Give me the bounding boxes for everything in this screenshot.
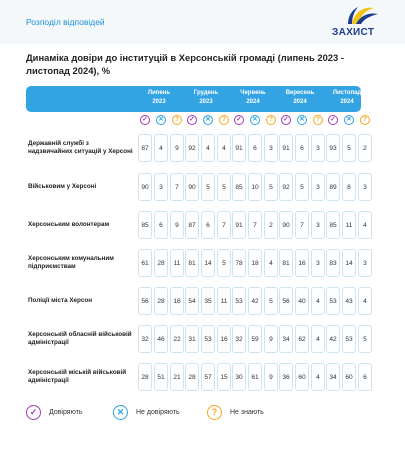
legend-item-unknown — [207, 403, 264, 421]
value-cell: 4 — [358, 287, 372, 315]
value-cell: 16 — [217, 325, 231, 353]
value-cell: 28 — [138, 363, 152, 391]
value-cell: 28 — [154, 287, 168, 315]
value-cell: 3 — [358, 249, 372, 277]
value-cell: 8 — [342, 173, 356, 201]
value-cell: 4 — [311, 363, 325, 391]
period-header — [227, 89, 279, 107]
value-cell: 57 — [201, 363, 215, 391]
period-year: 2023 — [152, 99, 166, 105]
value-cell: 5 — [295, 173, 309, 201]
top-bar — [0, 0, 405, 44]
value-cell: 61 — [248, 363, 262, 391]
value-cell: 9 — [170, 134, 184, 162]
value-cell: 32 — [138, 325, 152, 353]
institution-label: Херсонській міській військовій адміністрації — [28, 368, 127, 384]
section-label: Розподіл відповідей — [26, 17, 105, 27]
value-cell: 91 — [279, 134, 293, 162]
value-cell: 3 — [311, 134, 325, 162]
value-cell: 34 — [326, 363, 340, 391]
value-cell: 56 — [279, 287, 293, 315]
value-cell: 5 — [342, 134, 356, 162]
periods-header — [26, 86, 361, 112]
value-cell: 42 — [248, 287, 262, 315]
value-cell: 4 — [154, 134, 168, 162]
value-cell: 92 — [185, 134, 199, 162]
value-cell: 89 — [326, 173, 340, 201]
institution-label: Херсонській обласній військовій адміністрації — [28, 330, 132, 346]
value-cell: 14 — [201, 249, 215, 277]
institution-label: Військовим у Херсоні — [28, 182, 97, 190]
value-cell: 18 — [248, 249, 262, 277]
period-header — [321, 89, 373, 107]
value-cell: 56 — [138, 287, 152, 315]
value-cell: 85 — [138, 211, 152, 239]
check-circle-icon: ✓ — [26, 405, 41, 420]
legend-label-unknown: Не знають — [230, 408, 264, 416]
value-cell: 16 — [295, 249, 309, 277]
value-cell: 6 — [295, 134, 309, 162]
value-cell: 31 — [185, 325, 199, 353]
value-cell: 32 — [232, 325, 246, 353]
table-row — [26, 210, 367, 240]
institution-label: Поліції міста Херсон — [28, 296, 93, 304]
page-title: Динаміка довіри до інституцій в Херсонській громаді (липень 2023 - листопад 2024), % — [26, 52, 344, 76]
institution-label: Державній службі з надзвичайних ситуацій у Херсоні — [28, 139, 133, 155]
value-cell: 59 — [248, 325, 262, 353]
legend-item-distrust — [113, 403, 180, 421]
value-cell: 10 — [248, 173, 262, 201]
period-month: Липень — [147, 90, 171, 96]
value-cell: 14 — [342, 249, 356, 277]
value-cell: 22 — [170, 325, 184, 353]
check-circle-icon: ✓ — [140, 115, 150, 125]
table-row — [26, 324, 367, 354]
table-row — [26, 133, 367, 163]
value-cell: 9 — [264, 325, 278, 353]
check-circle-icon: ✓ — [187, 115, 197, 125]
table-row — [26, 286, 367, 316]
value-cell: 28 — [185, 363, 199, 391]
value-cell: 34 — [279, 325, 293, 353]
value-cell: 11 — [170, 249, 184, 277]
value-cell: 78 — [232, 249, 246, 277]
logo-text: ЗАХИСТ — [332, 27, 375, 38]
legend-label-distrust: Не довіряють — [136, 408, 180, 416]
value-cell: 4 — [358, 211, 372, 239]
value-cell: 6 — [358, 363, 372, 391]
x-circle-icon: ✕ — [250, 115, 260, 125]
check-circle-icon: ✓ — [281, 115, 291, 125]
value-cell: 11 — [217, 287, 231, 315]
question-circle-icon: ? — [219, 115, 229, 125]
value-cell: 40 — [295, 287, 309, 315]
question-circle-icon: ? — [313, 115, 323, 125]
value-cell: 87 — [185, 211, 199, 239]
period-year: 2024 — [293, 99, 307, 105]
value-cell: 4 — [264, 249, 278, 277]
value-cell: 7 — [217, 211, 231, 239]
table-row — [26, 172, 367, 202]
value-cell: 3 — [358, 173, 372, 201]
value-cell: 9 — [264, 363, 278, 391]
value-cell: 6 — [248, 134, 262, 162]
question-circle-icon: ? — [266, 115, 276, 125]
value-cell: 35 — [201, 287, 215, 315]
value-cell: 3 — [311, 249, 325, 277]
table-row — [26, 362, 367, 392]
institution-label: Херсонським комунальним підприємствам — [28, 254, 114, 270]
period-month: Червень — [240, 90, 266, 96]
value-cell: 53 — [326, 287, 340, 315]
value-cell: 7 — [295, 211, 309, 239]
value-cell: 85 — [326, 211, 340, 239]
period-header — [133, 89, 185, 107]
period-month: Листопад — [332, 90, 362, 96]
value-cell: 83 — [326, 249, 340, 277]
question-circle-icon: ? — [172, 115, 182, 125]
value-cell: 90 — [138, 173, 152, 201]
value-cell: 54 — [185, 287, 199, 315]
value-cell: 28 — [154, 249, 168, 277]
question-circle-icon: ? — [360, 115, 370, 125]
check-circle-icon: ✓ — [328, 115, 338, 125]
institution-label: Херсонським волонтерам — [28, 220, 110, 228]
period-header — [274, 89, 326, 107]
check-circle-icon: ✓ — [234, 115, 244, 125]
period-year: 2024 — [340, 99, 354, 105]
value-cell: 60 — [295, 363, 309, 391]
value-cell: 5 — [264, 287, 278, 315]
value-cell: 16 — [170, 287, 184, 315]
x-circle-icon: ✕ — [113, 405, 128, 420]
value-cell: 3 — [264, 134, 278, 162]
x-circle-icon: ✕ — [203, 115, 213, 125]
x-circle-icon: ✕ — [297, 115, 307, 125]
value-cell: 81 — [279, 249, 293, 277]
value-cell: 42 — [326, 325, 340, 353]
value-cell: 15 — [217, 363, 231, 391]
value-cell: 51 — [154, 363, 168, 391]
x-circle-icon: ✕ — [344, 115, 354, 125]
question-circle-icon: ? — [207, 405, 222, 420]
value-cell: 3 — [154, 173, 168, 201]
answer-icons-row — [0, 114, 405, 128]
value-cell: 4 — [201, 134, 215, 162]
period-month: Вересень — [285, 90, 315, 96]
legend-label-trust: Довіряють — [49, 408, 83, 416]
value-cell: 36 — [279, 363, 293, 391]
x-circle-icon: ✕ — [156, 115, 166, 125]
value-cell: 5 — [358, 325, 372, 353]
value-cell: 5 — [264, 173, 278, 201]
period-header — [180, 89, 232, 107]
value-cell: 85 — [232, 173, 246, 201]
value-cell: 62 — [295, 325, 309, 353]
value-cell: 4 — [311, 325, 325, 353]
value-cell: 3 — [311, 173, 325, 201]
value-cell: 30 — [232, 363, 246, 391]
value-cell: 92 — [279, 173, 293, 201]
value-cell: 6 — [154, 211, 168, 239]
value-cell: 93 — [326, 134, 340, 162]
period-year: 2024 — [246, 99, 260, 105]
value-cell: 53 — [342, 325, 356, 353]
value-cell: 46 — [154, 325, 168, 353]
value-cell: 5 — [201, 173, 215, 201]
value-cell: 91 — [232, 134, 246, 162]
value-cell: 60 — [342, 363, 356, 391]
value-cell: 3 — [311, 211, 325, 239]
value-cell: 87 — [138, 134, 152, 162]
value-cell: 90 — [279, 211, 293, 239]
value-cell: 43 — [342, 287, 356, 315]
value-cell: 53 — [232, 287, 246, 315]
value-cell: 21 — [170, 363, 184, 391]
legend-item-trust — [26, 403, 83, 421]
value-cell: 7 — [248, 211, 262, 239]
value-cell: 2 — [264, 211, 278, 239]
value-cell: 5 — [217, 249, 231, 277]
value-cell: 4 — [311, 287, 325, 315]
value-cell: 61 — [138, 249, 152, 277]
value-cell: 53 — [201, 325, 215, 353]
period-month: Грудень — [193, 90, 219, 96]
value-cell: 81 — [185, 249, 199, 277]
value-cell: 5 — [217, 173, 231, 201]
value-cell: 9 — [170, 211, 184, 239]
value-cell: 4 — [217, 134, 231, 162]
value-cell: 90 — [185, 173, 199, 201]
value-cell: 2 — [358, 134, 372, 162]
period-year: 2023 — [199, 99, 213, 105]
legend — [26, 403, 356, 421]
value-cell: 6 — [201, 211, 215, 239]
value-cell: 7 — [170, 173, 184, 201]
value-cell: 11 — [342, 211, 356, 239]
value-cell: 91 — [232, 211, 246, 239]
table-row — [26, 248, 367, 278]
